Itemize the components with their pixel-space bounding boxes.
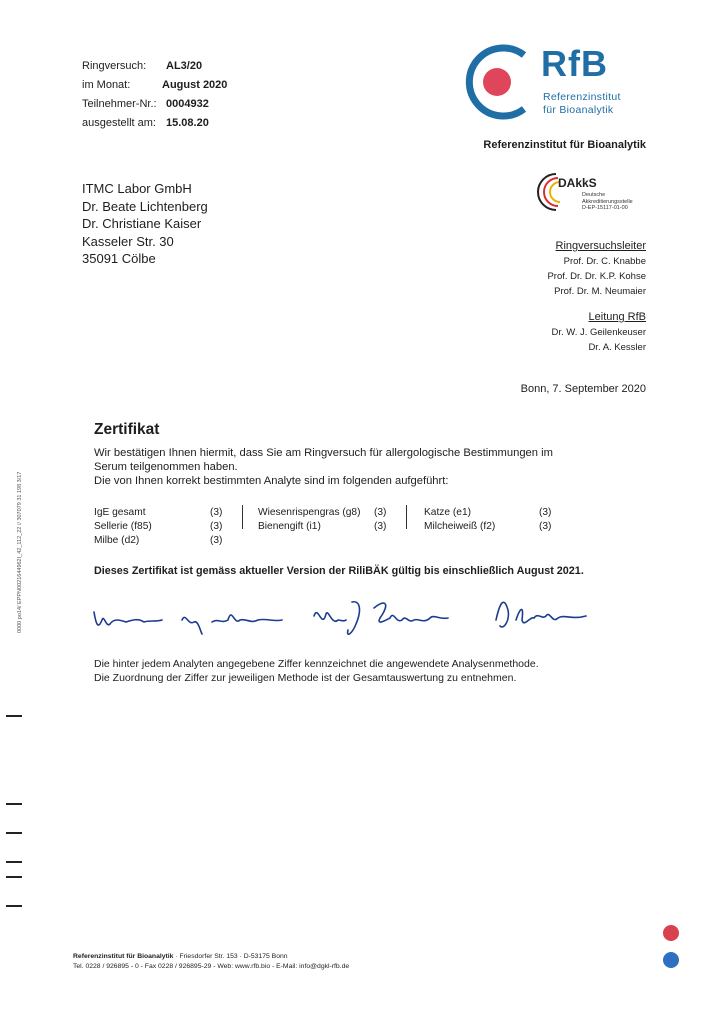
intro-text (94, 446, 614, 488)
column-divider (406, 505, 407, 529)
footnote-line: Die hinter jedem Analyten angegebene Ziffer kennzeichnet die angewendete Analysenmethode. (94, 658, 539, 670)
ringversuch-value: AL3/20 (166, 60, 203, 72)
analyte-method: (3) (539, 521, 552, 532)
side-print-code (0, 400, 30, 640)
side-code-text: 0000 po14/ EPPN0021644962I_42_112_22 // 307079 31 198 3/17 (17, 471, 23, 633)
intro-line: Serum teilgenommen haben. (94, 461, 238, 473)
signatures (90, 590, 600, 650)
analyte-name: Wiesenrispengras (g8) (258, 507, 361, 518)
official-name: Prof. Dr. C. Knabbe (563, 256, 646, 267)
ringversuchsleiter-header: Ringversuchsleiter (555, 240, 646, 252)
logo-subtitle (543, 91, 621, 117)
fold-mark (6, 832, 22, 834)
dakks-subtitle (582, 192, 633, 212)
signature-geilenkeuser (314, 602, 448, 635)
dakks-sub-line: Akkreditierungsstelle (582, 198, 633, 205)
dakks-accreditation-mark (536, 170, 656, 218)
leitung-header: Leitung RfB (588, 311, 646, 323)
official-name: Prof. Dr. Dr. K.P. Kohse (547, 271, 646, 282)
rfb-logo-mark-icon (458, 43, 538, 121)
logo-title: RfB (541, 43, 608, 84)
address-line: ITMC Labor GmbH (82, 181, 192, 196)
issue-date: Bonn, 7. September 2020 (520, 383, 646, 395)
officials-block (547, 238, 646, 355)
analyte-name: Bienengift (i1) (258, 521, 321, 532)
blue-dot-icon (663, 952, 679, 968)
teilnehmer-value: 0004932 (166, 98, 209, 110)
analyte-method: (3) (374, 521, 387, 532)
footer-address: · Friesdorfer Str. 153 · D-53175 Bonn (173, 953, 288, 960)
analyte-name: Milcheiweiß (f2) (424, 521, 496, 532)
teilnehmer-label: Teilnehmer-Nr.: (82, 98, 157, 110)
analyte-name: Milbe (d2) (94, 535, 140, 546)
red-dot-icon (663, 925, 679, 941)
footnote-line: Die Zuordnung der Ziffer zur jeweiligen Methode ist der Gesamtauswertung zu entnehmen. (94, 672, 517, 684)
logo-subtitle-line1: Referenzinstitut (543, 91, 621, 103)
monat-label: im Monat: (82, 79, 131, 91)
address-line: Kasseler Str. 30 (82, 233, 174, 249)
signature-kohse (94, 612, 282, 634)
ausgestellt-value: 15.08.20 (166, 117, 209, 129)
fold-mark (6, 905, 22, 907)
intro-line: Wir bestätigen Ihnen hiermit, dass Sie am Ringversuch für allergologische Bestimmungen im (94, 447, 553, 459)
analyte-method: (3) (539, 507, 552, 518)
footer-org: Referenzinstitut für Bioanalytik (73, 953, 174, 960)
ringversuch-label: Ringversuch: (82, 60, 147, 72)
address-line: Dr. Christiane Kaiser (82, 216, 202, 231)
institute-name: Referenzinstitut für Bioanalytik (483, 139, 646, 151)
analyte-name: IgE gesamt (94, 507, 146, 518)
analyte-method: (3) (210, 507, 223, 518)
analyte-name: Katze (e1) (424, 507, 471, 518)
dakks-name: DAkkS (558, 176, 597, 190)
monat-value: August 2020 (162, 79, 228, 91)
dakks-sub-line: Deutsche (582, 192, 606, 198)
analyte-method: (3) (210, 535, 223, 546)
fold-mark (6, 715, 22, 717)
analyte-method: (3) (210, 521, 223, 532)
fold-mark (6, 861, 22, 863)
fold-mark (6, 876, 22, 878)
official-name: Prof. Dr. M. Neumaier (554, 286, 646, 297)
analyte-method: (3) (374, 507, 387, 518)
rfb-logo (458, 43, 648, 121)
analyte-name: Sellerie (f85) (94, 521, 152, 532)
official-name: Dr. W. J. Geilenkeuser (551, 327, 646, 338)
validity-notice: Dieses Zertifikat ist gemäss aktueller Version der RiliBÄK gültig bis einschließlich August 2021. (94, 565, 584, 577)
fold-mark (6, 803, 22, 805)
official-name: Dr. A. Kessler (588, 342, 646, 353)
column-divider (242, 505, 243, 529)
address-line: Dr. Beate Lichtenberg (82, 198, 208, 214)
ausgestellt-label: ausgestellt am: (82, 117, 156, 129)
page-footer (73, 952, 349, 972)
signature-kessler (496, 602, 586, 627)
recipient-address (82, 180, 208, 268)
certificate-meta (82, 57, 227, 133)
dakks-sub-line: D-EP-15117-01-00 (582, 205, 628, 211)
footer-contact: Tel. 0228 / 926895 - 0 - Fax 0228 / 926895-29 - Web: www.rfb.bio - E-Mail: info@dgkl-rfb.de (73, 963, 350, 970)
address-line: 35091 Cölbe (82, 251, 156, 266)
intro-line: Die von Ihnen korrekt bestimmten Analyte sind im folgenden aufgeführt: (94, 475, 449, 487)
logo-subtitle-line2: für Bioanalytik (543, 104, 614, 116)
method-footnote (94, 657, 539, 685)
page-title: Zertifikat (94, 421, 160, 438)
